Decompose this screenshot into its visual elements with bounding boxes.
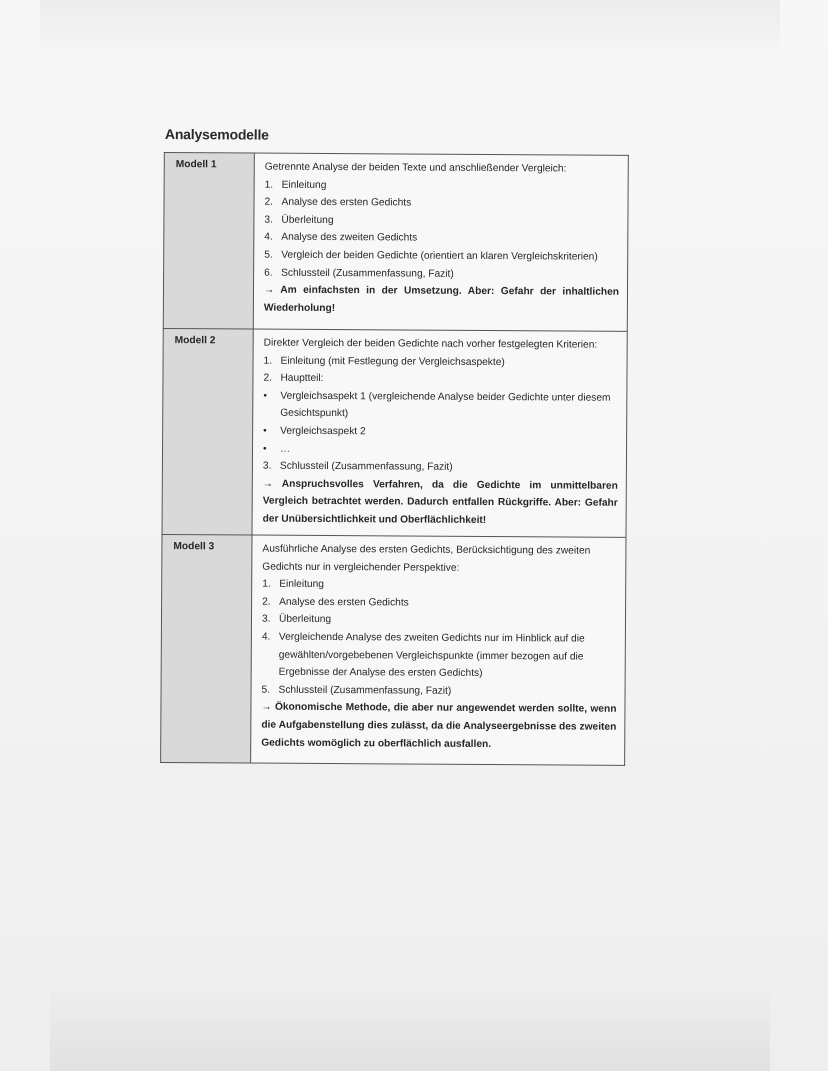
list-marker: 5.: [261, 684, 271, 696]
list-item: [264, 211, 619, 231]
list-item: [264, 264, 619, 284]
model-description: [253, 153, 628, 331]
list-item-text: Überleitung: [278, 614, 332, 626]
list-item: [263, 387, 618, 424]
list-item: [265, 176, 620, 196]
list-marker: 2.: [264, 196, 274, 208]
list-item: [262, 629, 617, 684]
list-marker: 4.: [261, 631, 271, 643]
list-item: [263, 370, 618, 390]
table-row: [162, 328, 627, 537]
model-conclusion: [264, 282, 619, 319]
list-item: [263, 423, 618, 443]
bullet-icon: •: [263, 425, 267, 437]
list-marker: 3.: [262, 460, 272, 472]
model-conclusion: [263, 475, 618, 530]
bullet-icon: •: [263, 390, 267, 402]
list-marker: 1.: [262, 578, 271, 590]
list-item-text: Schlussteil (Zusammenfassung, Fazit): [281, 267, 454, 280]
scan-shadow-bottom: [50, 981, 770, 1071]
model-intro: Getrennte Analyse der beiden Texte und anschließender Vergleich:: [264, 161, 567, 175]
list-item-text: Analyse des ersten Gedichts: [279, 596, 409, 609]
list-item-text: Einleitung (mit Festlegung der Vergleichsaspekte): [280, 355, 505, 368]
list-marker: 4.: [264, 231, 273, 244]
step-list: [264, 176, 620, 284]
model-label: Modell 3: [161, 534, 252, 763]
document: [160, 126, 629, 766]
list-marker: 5.: [264, 249, 273, 261]
list-item-text: Vergleichsaspekt 1 (vergleichende Analyse beider Gedichte unter diesem Gesichtspunkt): [280, 390, 611, 420]
list-marker: 2.: [262, 596, 271, 608]
list-marker: 1.: [264, 179, 274, 191]
table-row: [163, 153, 628, 332]
list-item-text: …: [279, 443, 291, 455]
list-item: [262, 681, 617, 701]
step-list: [263, 352, 619, 477]
arrow-right-icon: →: [261, 701, 272, 714]
list-item: [264, 194, 619, 214]
table-row: [161, 534, 626, 765]
list-item: [263, 458, 618, 478]
list-marker: 3.: [261, 613, 271, 626]
arrow-right-icon: →: [262, 478, 274, 490]
conclusion-text: Ökonomische Methode, die aber nur angewendet werden sollte, wenn die Aufgabenstellung dies zulässt, da die Analyseergebnisse des zweiten Gedichts womöglich zu oberflächlich ausfallen.: [261, 702, 617, 750]
conclusion-text: Am einfachsten in der Umsetzung. Aber: Gefahr der inhaltlichen Wiederholung!: [263, 284, 620, 314]
page-title: Analysemodelle: [164, 126, 269, 143]
list-item-text: Vergleichsaspekt 2: [280, 425, 366, 438]
scan-shadow-top: [40, 0, 780, 60]
list-item: [263, 440, 618, 460]
list-marker: 3.: [264, 214, 273, 226]
list-item-text: Vergleichende Analyse des zweiten Gedichts nur im Hinblick auf die gewählten/vorgebebenen Vergleichspunkte (immer bezogen auf die Ergebnisse der Analyse des ersten Gedichts): [278, 631, 585, 680]
list-marker: 2.: [263, 372, 272, 384]
list-item-text: Schlussteil (Zusammenfassung, Fazit): [279, 460, 453, 473]
model-label: Modell 1: [163, 153, 254, 330]
list-item: [262, 576, 617, 596]
list-item-text: Vergleich der beiden Gedichte (orientiert an klaren Vergleichskriterien): [281, 249, 598, 263]
arrow-right-icon: →: [263, 284, 275, 296]
list-item: [262, 611, 617, 631]
model-label: Modell 2: [162, 328, 253, 535]
model-description: [251, 535, 626, 765]
list-item-text: Einleitung: [279, 578, 324, 591]
list-item: [264, 352, 619, 372]
list-item-text: Überleitung: [281, 214, 334, 226]
list-marker: 1.: [263, 355, 273, 367]
model-conclusion: [261, 699, 616, 754]
model-intro: Ausführliche Analyse des ersten Gedichts, Berücksichtigung des zweiten Gedichts nur in vergleichender Perspektive:: [262, 543, 591, 574]
model-description: [252, 329, 627, 537]
list-item-text: Hauptteil:: [280, 372, 324, 385]
list-item-text: Analyse des zweiten Gedichts: [281, 232, 418, 244]
bullet-icon: •: [262, 443, 267, 455]
list-item: [262, 593, 617, 613]
model-intro: Direkter Vergleich der beiden Gedichte nach vorher festgelegten Kriterien:: [263, 337, 598, 351]
list-item: [264, 247, 619, 267]
list-item-text: Einleitung: [281, 179, 327, 191]
list-item-text: Analyse des ersten Gedichts: [281, 196, 412, 209]
analysis-models-table: [160, 152, 629, 766]
conclusion-text: Anspruchsvolles Verfahren, da die Gedichte im unmittelbaren Vergleich betrachtet werden. Dadurch entfallen Rückgriffe. Aber: Gefahr der Unübersichtlichkeit und Oberflächlichkeit!: [262, 478, 618, 526]
list-item-text: Schlussteil (Zusammenfassung, Fazit): [278, 684, 452, 697]
list-marker: 6.: [264, 267, 273, 279]
step-list: [262, 576, 618, 701]
list-item: [264, 229, 619, 249]
